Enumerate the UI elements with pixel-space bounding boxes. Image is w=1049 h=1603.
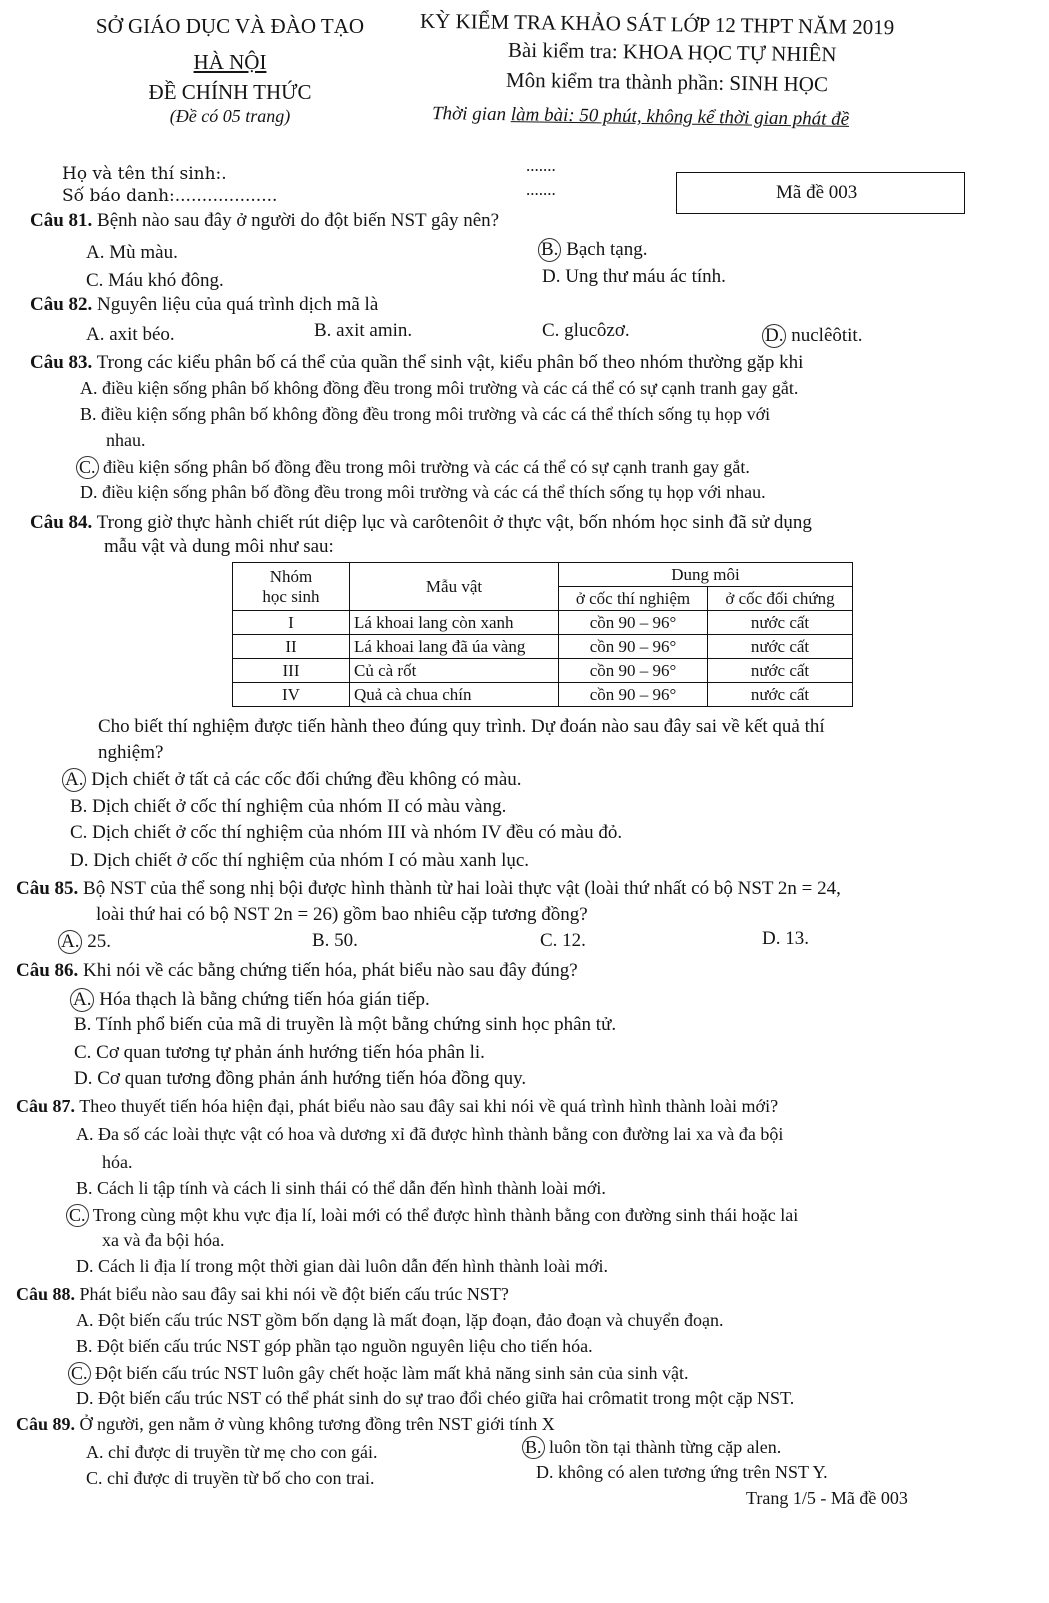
option-82b: B. axit amin. [314,320,413,341]
option-text: Trong cùng một khu vực địa lí, loài mới có thể được hình thành bằng con đường sinh thái hoặc lai [88,1205,799,1225]
selected-answer-circle: B. [538,238,561,262]
option-81c: C. Máu khó đông. [86,270,224,291]
option-81a: A. Mù màu. [86,242,178,263]
question-87 [16,1096,778,1117]
table-row [233,611,853,635]
option-88b: B. Đột biến cấu trúc NST góp phần tạo nguồn nguyên liệu cho tiến hóa. [76,1336,593,1356]
option-85d: D. 13. [762,928,809,949]
table-row [233,635,853,659]
option-text: luôn tồn tại thành từng cặp alen. [544,1437,782,1457]
table-row [233,659,853,683]
candidate-name-dots: ....... [526,156,556,175]
question-82 [30,294,378,316]
header-solvent: Dung môi [559,563,853,587]
question-84 [30,512,812,534]
exam-title: KỲ KIỂM TRA KHẢO SÁT LỚP 12 THPT NĂM 2019 [419,8,895,40]
question-text: Trong các kiểu phân bố cá thể của quần thể sinh vật, kiểu phân bố theo nhóm thường gặp khi [96,352,804,373]
option-89d: D. không có alen tương ứng trên NST Y. [536,1462,828,1482]
cell-control: nước cất [708,635,853,659]
option-88d: D. Đột biến cấu trúc NST có thể phát sinh do sự trao đổi chéo giữa hai crômatit trong một cặp NST. [76,1388,795,1408]
candidate-name-label: Họ và tên thí sinh:. [62,164,227,184]
question-label: Câu 85. [16,878,79,899]
question-88 [16,1284,509,1305]
option-81b [542,238,647,262]
cell-test: cồn 90 – 96° [559,611,708,635]
time-detail: làm bài: 50 phút, không kể thời gian phát đề [510,104,850,130]
option-87a-cont: hóa. [102,1152,133,1172]
option-88a: A. Đột biến cấu trúc NST gồm bốn dạng là mất đoạn, lặp đoạn, đảo đoạn và chuyển đoạn. [76,1310,724,1330]
option-83b: B. điều kiện sống phân bố không đồng đều trong môi trường và các cá thể thích sống tụ họp với [80,404,771,424]
question-label: Câu 83. [30,352,93,373]
option-88c [72,1362,689,1385]
option-84c: C. Dịch chiết ở cốc thí nghiệm của nhóm III và nhóm IV đều có màu đỏ. [70,822,623,843]
question-label: Câu 89. [16,1414,76,1434]
time-note [432,103,849,131]
question-text: Theo thuyết tiến hóa hiện đại, phát biểu nào sau đây sai khi nói về quá trình hình thành loài mới? [79,1096,779,1116]
option-86a [74,988,430,1012]
header-group-line1: Nhóm [269,566,313,586]
cell-sample: Củ cà rốt [350,659,559,683]
question-text: Bệnh nào sau đây ở người do đột biến NST gây nên? [97,210,500,231]
question-label: Câu 82. [30,294,93,315]
option-89a: A. chỉ được di truyền từ mẹ cho con gái. [86,1442,378,1462]
option-86c: C. Cơ quan tương tự phản ánh hướng tiến hóa phân li. [74,1042,485,1063]
option-85b: B. 50. [312,930,358,951]
option-text: Hóa thạch là bằng chứng tiến hóa gián tiếp. [94,989,430,1010]
question-label: Câu 87. [16,1096,76,1116]
subject-name: Môn kiểm tra thành phần: SINH HỌC [505,67,829,97]
option-85c: C. 12. [540,930,586,951]
question-81 [30,210,499,232]
cell-group: I [233,611,350,635]
question-85-cont: loài thứ hai có bộ NST 2n = 26) gồm bao nhiêu cặp tương đồng? [96,904,588,925]
option-text: Đột biến cấu trúc NST luôn gây chết hoặc làm mất khả năng sinh sản của sinh vật. [90,1363,689,1383]
time-prefix: Thời gian [431,103,511,126]
cell-sample: Lá khoai lang còn xanh [350,611,559,635]
cell-control: nước cất [708,683,853,707]
option-83b-cont: nhau. [106,430,146,450]
table-row [233,683,853,707]
cell-test: cồn 90 – 96° [559,635,708,659]
candidate-id-dots: ....... [526,180,556,199]
option-text: 25. [82,931,111,952]
question-label: Câu 88. [16,1284,76,1304]
selected-answer-circle: D. [762,324,786,348]
question-text: Nguyên liệu của quá trình dịch mã là [97,294,379,315]
cell-group: IV [233,683,350,707]
test-name: Bài kiểm tra: KHOA HỌC TỰ NHIÊN [507,37,837,67]
header-test-cup: ở cốc thí nghiệm [559,587,708,611]
question-86 [16,960,578,982]
question-85 [16,878,841,900]
selected-answer-circle: C. [76,456,99,479]
option-86d: D. Cơ quan tương đồng phản ánh hướng tiến hóa đồng quy. [74,1068,527,1089]
question-label: Câu 84. [30,512,93,533]
department-name: SỞ GIÁO DỤC VÀ ĐÀO TẠO [95,14,365,38]
cell-group: II [233,635,350,659]
question-text: Phát biểu nào sau đây sai khi nói về đột biến cấu trúc NST? [79,1284,509,1304]
selected-answer-circle: C. [66,1204,89,1227]
header-sample: Mẫu vật [350,563,559,611]
option-89b [526,1436,781,1459]
cell-test: cồn 90 – 96° [559,659,708,683]
selected-answer-circle: A. [58,930,82,954]
selected-answer-circle: A. [70,988,94,1012]
header-group [233,563,350,611]
option-82d [766,324,862,348]
question-text: Bộ NST của thể song nhị bội được hình thành từ hai loài thực vật (loài thứ nhất có bộ NST 2n = 24, [83,878,841,899]
cell-sample: Lá khoai lang đã úa vàng [350,635,559,659]
option-83c [80,456,750,479]
city-name: HÀ NỘI [193,50,267,74]
exam-code: Mã đề 003 [776,182,858,203]
option-89c: C. chỉ được di truyền từ bố cho con trai. [86,1468,375,1488]
pages-note: (Đề có 05 trang) [169,106,291,126]
header-control-cup: ở cốc đối chứng [708,587,853,611]
question-84-after-cont: nghiệm? [98,742,164,763]
option-86b: B. Tính phổ biến của mã di truyền là một bằng chứng sinh học phân tử. [74,1014,617,1035]
option-84b: B. Dịch chiết ở cốc thí nghiệm của nhóm II có màu vàng. [70,796,507,817]
question-84-after: Cho biết thí nghiệm được tiến hành theo đúng quy trình. Dự đoán nào sau đây sai về kết quả thí [98,716,825,737]
header-group-line2: học sinh [262,586,320,606]
option-85a [62,930,111,954]
question-label: Câu 86. [16,960,79,981]
official-label: ĐỀ CHÍNH THỨC [148,80,312,104]
option-text: Dịch chiết ở tất cả các cốc đối chứng đều không có màu. [86,769,522,790]
cell-control: nước cất [708,659,853,683]
option-82a: A. axit béo. [86,324,175,345]
option-87d: D. Cách li địa lí trong một thời gian dài luôn dẫn đến hình thành loài mới. [76,1256,608,1276]
question-text: Khi nói về các bằng chứng tiến hóa, phát biểu nào sau đây đúng? [83,960,578,981]
question-84-cont: mẫu vật và dung môi như sau: [104,536,334,557]
question-83 [30,352,803,374]
option-87a: A. Đa số các loài thực vật có hoa và dương xỉ đã được hình thành bằng con đường lai xa và đa bội [76,1124,784,1144]
selected-answer-circle: C. [68,1362,91,1385]
option-84a [66,768,522,792]
option-87c-cont: xa và đa bội hóa. [102,1230,225,1250]
page-footer: Trang 1/5 - Mã đề 003 [746,1488,908,1508]
option-82c: C. glucôzơ. [542,320,630,341]
option-81d: D. Ung thư máu ác tính. [542,266,726,287]
option-text: Bạch tạng. [561,239,648,260]
question-text: Trong giờ thực hành chiết rút diệp lục và carôtenôit ở thực vật, bốn nhóm học sinh đã sử dụng [96,512,812,533]
cell-control: nước cất [708,611,853,635]
option-87c [70,1204,798,1227]
selected-answer-circle: B. [522,1436,545,1459]
option-87b: B. Cách li tập tính và cách li sinh thái có thể dẫn đến hình thành loài mới. [76,1178,606,1198]
candidate-id-label: Số báo danh:................... [62,186,278,206]
sample-solvent-table [232,562,853,707]
question-label: Câu 81. [30,210,93,231]
option-84d: D. Dịch chiết ở cốc thí nghiệm của nhóm I có màu xanh lục. [70,850,530,871]
option-text: nuclêôtit. [786,325,863,346]
cell-sample: Quả cà chua chín [350,683,559,707]
selected-answer-circle: A. [62,768,86,792]
question-text: Ở người, gen nằm ở vùng không tương đồng trên NST giới tính X [79,1414,555,1434]
option-text: điều kiện sống phân bố đồng đều trong môi trường và các cá thể có sự cạnh tranh gay gắt. [98,457,750,477]
cell-group: III [233,659,350,683]
cell-test: cồn 90 – 96° [559,683,708,707]
option-83a: A. điều kiện sống phân bố không đồng đều trong môi trường và các cá thể có sự cạnh tranh gay gắt. [80,378,799,398]
question-89 [16,1414,555,1435]
option-83d: D. điều kiện sống phân bố đồng đều trong môi trường và các cá thể thích sống tụ họp với nhau. [80,482,766,502]
